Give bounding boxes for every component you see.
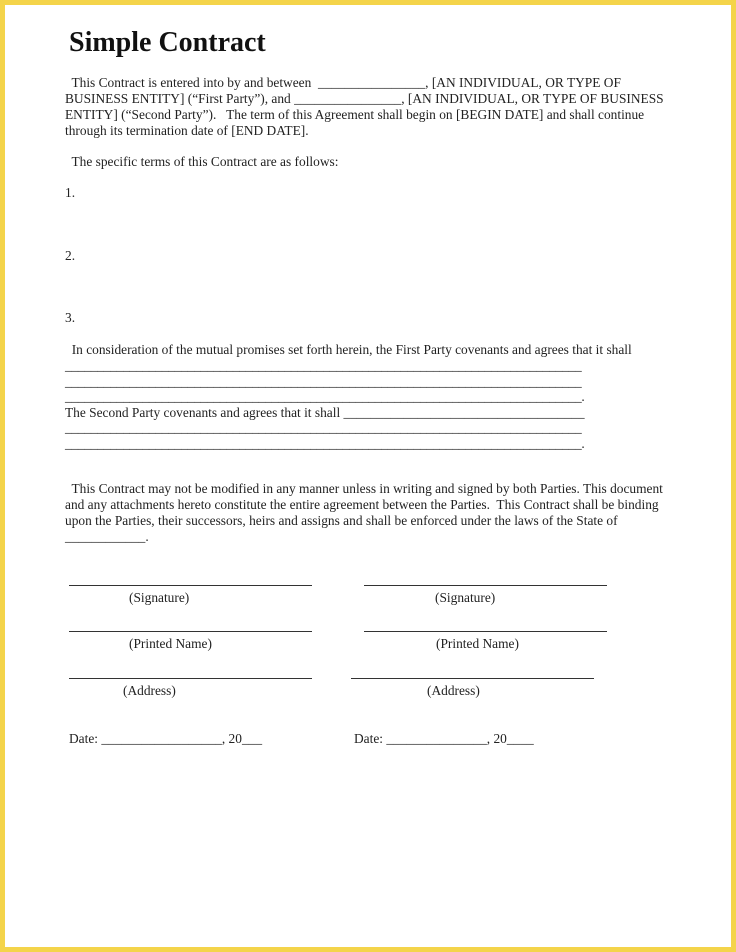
consideration-blank-line: ________________________________________________________________________________ [65, 358, 582, 373]
document-title: Simple Contract [69, 27, 266, 58]
signature-caption-left: (Signature) [129, 590, 190, 605]
terms-intro: The specific terms of this Contract are as follows: [65, 154, 339, 169]
consideration-blank-line: ________________________________________________________________________________. [65, 436, 585, 451]
printed-name-caption-left: (Printed Name) [129, 636, 212, 651]
signature-line-left [69, 585, 312, 586]
address-line-right [351, 678, 594, 679]
printed-name-line-right [364, 631, 607, 632]
consideration-blank-line: ________________________________________________________________________________ [65, 374, 582, 389]
printed-name-caption-right: (Printed Name) [436, 636, 519, 651]
date-line-left: Date: __________________, 20___ [69, 731, 263, 746]
intro-line: through its termination date of [END DATE]. [65, 123, 309, 138]
signature-caption-right: (Signature) [435, 590, 496, 605]
address-line-left [69, 678, 312, 679]
signature-line-right [364, 585, 607, 586]
printed-name-line-left [69, 631, 312, 632]
date-line-right: Date: _______________, 20____ [354, 731, 534, 746]
term-item-3: 3. [65, 310, 76, 325]
address-caption-right: (Address) [427, 683, 480, 698]
second-party-line: The Second Party covenants and agrees that it shall ____________________________________ [65, 405, 585, 420]
term-item-1: 1. [65, 185, 76, 200]
modification-line: and any attachments hereto constitute the entire agreement between the Parties. This Contract shall be binding [65, 497, 659, 512]
intro-line: BUSINESS ENTITY] (“First Party”), and ________________, [AN INDIVIDUAL, OR TYPE OF BUSINESS [65, 91, 664, 106]
intro-line: This Contract is entered into by and between ________________, [AN INDIVIDUAL, OR TYPE OF [65, 75, 621, 90]
consideration-blank-line: ________________________________________________________________________________. [65, 389, 585, 404]
modification-line: This Contract may not be modified in any manner unless in writing and signed by both Parties. This document [65, 481, 663, 496]
consideration-line: In consideration of the mutual promises set forth herein, the First Party covenants and agrees that it shall [65, 342, 632, 357]
modification-line: upon the Parties, their successors, heirs and assigns and shall be enforced under the laws of the State of [65, 513, 618, 528]
consideration-blank-line: ________________________________________________________________________________ [65, 420, 582, 435]
term-item-2: 2. [65, 248, 76, 263]
address-caption-left: (Address) [123, 683, 176, 698]
modification-line: ____________. [65, 529, 149, 544]
intro-line: ENTITY] (“Second Party”). The term of this Agreement shall begin on [BEGIN DATE] and shall continue [65, 107, 645, 122]
